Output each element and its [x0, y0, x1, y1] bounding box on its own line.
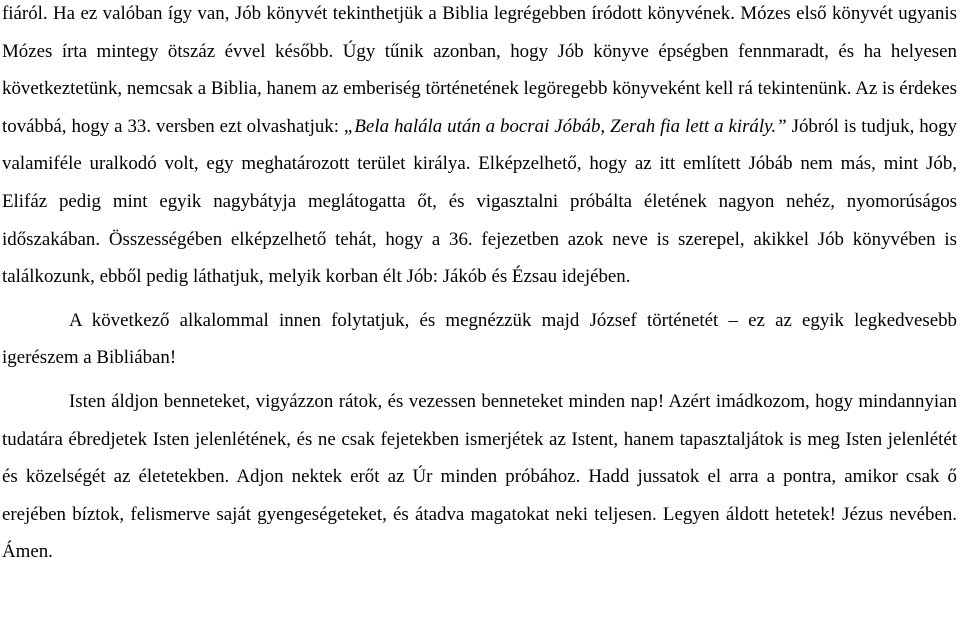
- text-segment: Jóbról is tudjuk, hogy valamiféle uralkodó volt, egy meghatározott terület királya. Elképzelhető, hogy az itt említett Jóbáb nem más, mint Jób, Elifáz pedig mint egyik nagybátyja meglátogatta őt, és vigasztalni próbálta életének nagyon nehéz, nyomorúságos időszakában. Összességében elképzelhető tehát, hogy a 36. fejezetben azok neve is szerepel, akikkel Jób könyvében is találkozunk, ebből pedig láthatjuk, melyik korban élt Jób: Jákób és Ézsau idejében.: [2, 115, 957, 288]
- text-segment: Isten áldjon benneteket, vigyázzon rátok, és vezessen benneteket minden nap! Azért imádkozom, hogy mindannyian tudatára ébredjetek Isten jelenlétének, és ne csak fejetekben ismerjétek az Istent, hanem tapasztaljátok is meg Isten jelenlétét és közelségét az életetekben. Adjon nektek erőt az Úr minden próbához. Hadd jussatok el arra a pontra, amikor csak ő erejében bíztok, felismerve saját gyengeségeteket, és átadva magatokat neki teljesen. Legyen áldott hetetek! Jézus nevében. Ámen.: [2, 390, 957, 563]
- paragraph-job-book-origin: [2, 0, 957, 296]
- paragraph-blessing: [2, 383, 957, 571]
- italic-bible-quote: „Bela halála után a bocrai Jóbáb, Zerah fia lett a király.”: [343, 115, 787, 137]
- paragraph-next-time: [2, 302, 957, 377]
- text-segment: fiáról. Ha ez valóban így van, Jób könyvét tekinthetjük a Biblia legrégebben íródott könyvének. Mózes első könyvét ugyanis Mózes írta mintegy ötszáz évvel később. Úgy tűnik azonban, hogy Jób könyve épségben fennmaradt, és ha helyesen következtetünk, nemcsak a Biblia, hanem az emberiség történetének legöregebb könyveként kell rá tekintenünk. Az is érdekes továbbá, hogy a 33. versben ezt olvashatjuk:: [2, 3, 957, 137]
- text-segment: A következő alkalommal innen folytatjuk, és megnézzük majd József történetét – ez az egyik legkedvesebb igerészem a Bibliában!: [2, 309, 957, 369]
